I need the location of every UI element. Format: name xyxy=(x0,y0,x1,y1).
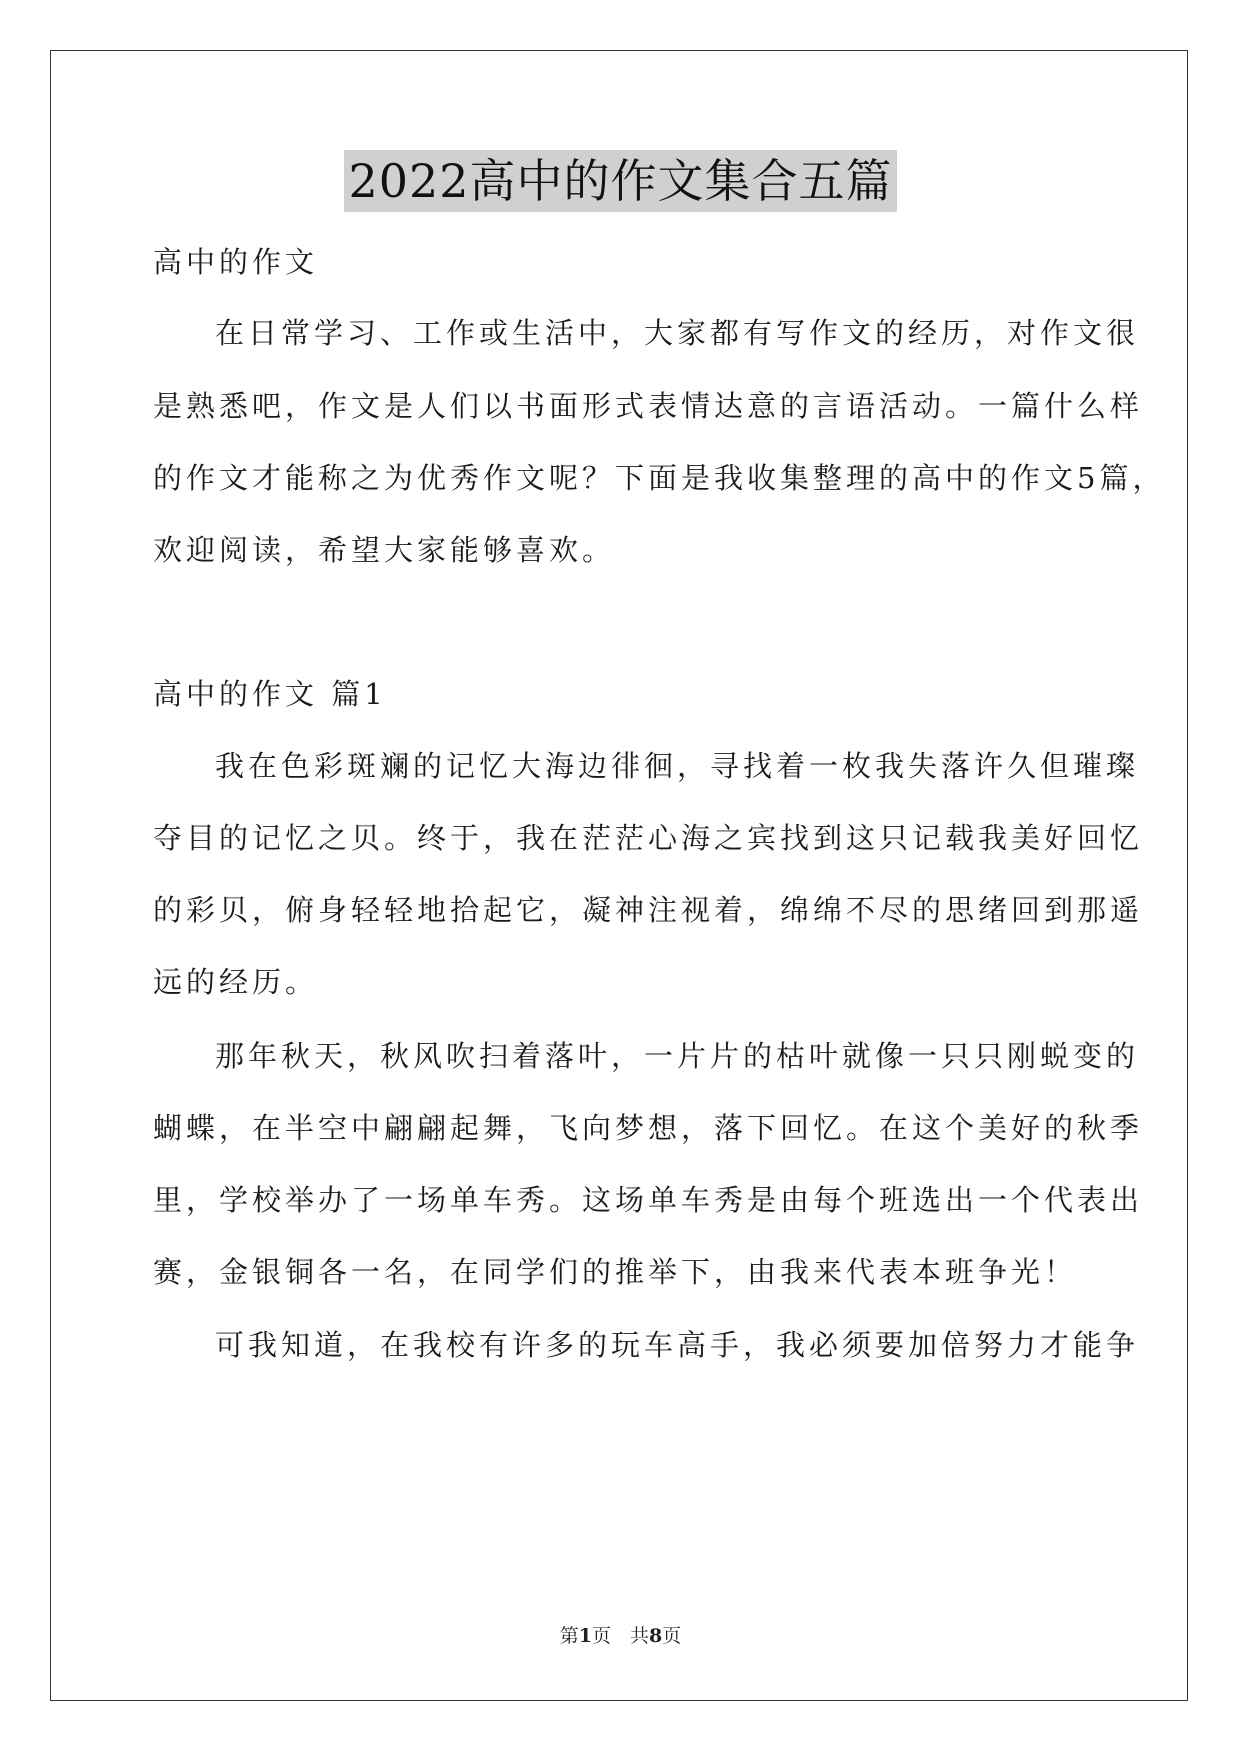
body-line: 夺目的记忆之贝。终于，我在茫茫心海之宾找到这只记载我美好回忆 xyxy=(153,821,1144,855)
footer-page-number: 1 xyxy=(578,1625,592,1647)
intro-heading: 高中的作文 xyxy=(153,245,319,279)
body-line: 远的经历。 xyxy=(153,965,319,999)
footer-total-pages: 8 xyxy=(649,1625,663,1647)
title-container xyxy=(0,150,1241,212)
body-line: 里，学校举办了一场单车秀。这场单车秀是由每个班选出一个代表出 xyxy=(153,1183,1144,1217)
document-title: 2022高中的作文集合五篇 xyxy=(344,150,896,212)
body-line: 那年秋天，秋风吹扫着落叶，一片片的枯叶就像一只只刚蜕变的 xyxy=(215,1039,1140,1073)
intro-line: 的作文才能称之为优秀作文呢？下面是我收集整理的高中的作文5篇， xyxy=(153,461,1166,495)
section-heading: 高中的作文 篇1 xyxy=(153,677,387,711)
intro-line: 欢迎阅读，希望大家能够喜欢。 xyxy=(153,533,616,567)
body-line: 我在色彩斑斓的记忆大海边徘徊，寻找着一枚我失落许久但璀璨 xyxy=(215,749,1140,783)
footer-mid: 页 共 xyxy=(591,1625,649,1647)
page-footer xyxy=(0,1621,1241,1648)
intro-line: 是熟悉吧，作文是人们以书面形式表情达意的言语活动。一篇什么样 xyxy=(153,389,1144,423)
body-line: 蝴蝶，在半空中翩翩起舞，飞向梦想，落下回忆。在这个美好的秋季 xyxy=(153,1111,1144,1145)
intro-line: 在日常学习、工作或生活中，大家都有写作文的经历，对作文很 xyxy=(215,316,1140,350)
body-line: 赛，金银铜各一名，在同学们的推举下，由我来代表本班争光！ xyxy=(153,1255,1078,1289)
body-line: 可我知道，在我校有许多的玩车高手，我必须要加倍努力才能争 xyxy=(215,1328,1140,1362)
page-border xyxy=(50,50,1188,1701)
footer-prefix: 第 xyxy=(559,1625,579,1647)
body-line: 的彩贝，俯身轻轻地拾起它，凝神注视着，绵绵不尽的思绪回到那遥 xyxy=(153,893,1144,927)
footer-suffix: 页 xyxy=(662,1625,682,1647)
